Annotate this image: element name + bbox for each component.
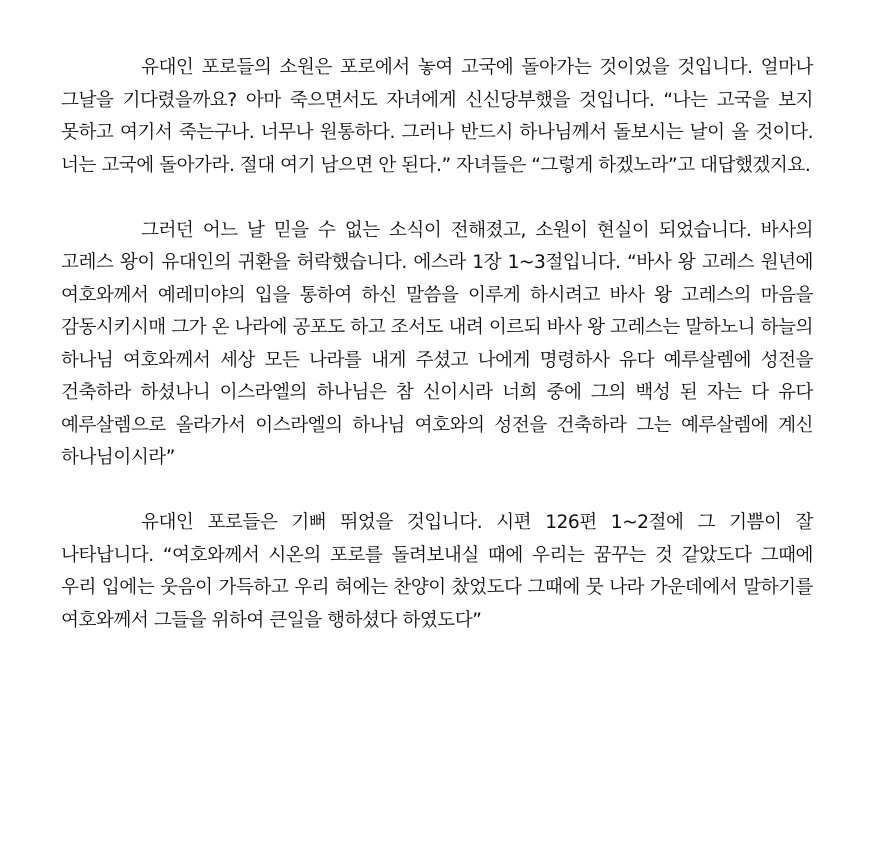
paragraph-2: 그러던 어느 날 믿을 수 없는 소식이 전해졌고, 소원이 현실이 되었습니다. 바사의 고레스 왕이 유대인의 귀환을 허락했습니다. 에스라 1장 1~3절입니다. “바사 왕 고레스 원년에 여호와께서 예레미야의 입을 통하여 하신 말씀을 이루게 하시려고 바사 왕 고레스의 마음을 감동시키시매 그가 온 나라에 공포도 하고 조서도 내려 이르되 바사 왕 고레스는 말하노니 하늘의 하나님 여호와께서 세상 모든 나라를 내게 주셨고 나에게 명령하사 유다 예루살렘에 성전을 건축하라 하셨나니 이스라엘의 하나님은 참 신이시라 너희 중에 그의 백성 된 자는 다 유다 예루살렘으로 올라가서 이스라엘의 하나님 여호와의 성전을 건축하라 그는 예루살렘에 계신 하나님이시라” bbox=[61, 219, 813, 468]
paragraph-1: 유대인 포로들의 소원은 포로에서 놓여 고국에 돌아가는 것이었을 것입니다. 얼마나 그날을 기다렸을까요? 아마 죽으면서도 자녀에게 신신당부했을 것입니다. “나는 고국을 보지 못하고 여기서 죽는구나. 너무나 원통하다. 그러나 반드시 하나님께서 돌보시는 날이 올 것이다. 너는 고국에 돌아가라. 절대 여기 남으면 안 된다.” 자녀들은 “그렇게 하겠노라”고 대답했겠지요. bbox=[61, 57, 813, 176]
document-page bbox=[61, 52, 813, 637]
paragraph-3: 유대인 포로들은 기뻐 뛰었을 것입니다. 시편 126편 1~2절에 그 기쁨이 잘 나타납니다. “여호와께서 시온의 포로를 돌려보내실 때에 우리는 꿈꾸는 것 같았도다 그때에 우리 입에는 웃음이 가득하고 우리 혀에는 찬양이 찼었도다 그때에 뭇 나라 가운데에서 말하기를 여호와께서 그들을 위하여 큰일을 행하셨다 하였도다” bbox=[61, 512, 813, 631]
